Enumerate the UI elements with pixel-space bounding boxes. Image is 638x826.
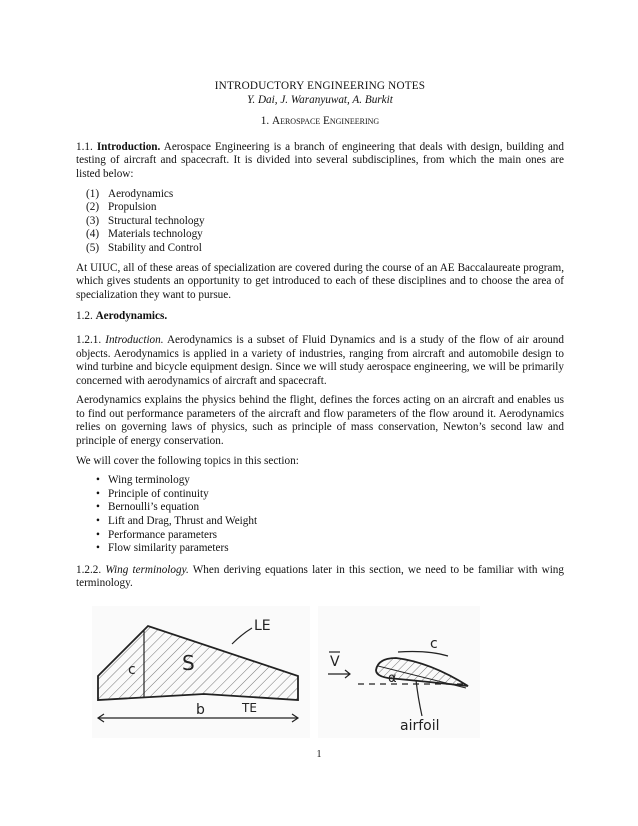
topic-text: Principle of continuity xyxy=(108,487,209,500)
list-item-number: (5) xyxy=(86,241,100,254)
topics-intro: We will cover the following topics in this section: xyxy=(76,454,299,467)
list-item xyxy=(86,228,564,242)
topic-text: Wing terminology xyxy=(108,474,190,487)
airfoil-pointer xyxy=(416,680,422,716)
list-item xyxy=(96,488,564,502)
aero-intro-paragraph xyxy=(76,334,564,388)
intro-number: 1.1. xyxy=(76,140,93,153)
span-label: b xyxy=(196,702,205,718)
list-item-text: Propulsion xyxy=(108,201,157,214)
bullet-icon: • xyxy=(96,515,100,528)
figures-row xyxy=(92,606,548,738)
list-item-number: (4) xyxy=(86,228,100,241)
wing-planform-figure xyxy=(92,606,310,738)
paper-authors: Y. Dai, J. Waranyuwat, A. Burkit xyxy=(247,93,393,106)
sub1-title: Introduction. xyxy=(105,333,164,346)
chord-label: c xyxy=(128,662,136,678)
intro-heading: Introduction. xyxy=(96,140,161,153)
aero-number: 1.2. xyxy=(76,310,93,323)
aerodynamics-heading xyxy=(76,310,564,324)
aero-heading: Aerodynamics. xyxy=(95,310,168,323)
intro-text: Aerospace Engineering is a branch of engineering that deals with design, building and testing of aircraft and spacecraft. It is divided into several subdisciplines, from which the main ones are listed below: xyxy=(76,140,564,180)
list-item-text: Structural technology xyxy=(108,214,205,227)
area-label: S xyxy=(182,651,195,675)
list-item-text: Aerodynamics xyxy=(108,187,174,200)
bullet-icon: • xyxy=(96,487,100,500)
list-item xyxy=(96,529,564,543)
paper-title: INTRODUCTORY ENGINEERING NOTES xyxy=(214,80,426,92)
sub2-number: 1.2.2. xyxy=(76,563,102,576)
bullet-icon: • xyxy=(96,474,100,487)
le-pointer xyxy=(232,628,252,644)
wing-terminology-paragraph xyxy=(76,564,564,591)
list-item xyxy=(86,215,564,229)
list-item xyxy=(86,201,564,215)
uiuc-paragraph: At UIUC, all of these areas of specialization are covered during the course of an AE Baccalaureate program, which gives students an opportunity to get introduced to each of these disciplines and to choose the area of specialization they want to pursue. xyxy=(76,261,564,301)
sub2-title: Wing terminology. xyxy=(105,563,189,576)
airfoil-figure xyxy=(318,606,480,738)
angle-of-attack-label: α xyxy=(388,671,397,686)
list-item xyxy=(96,542,564,556)
bullet-icon: • xyxy=(96,528,100,541)
section-heading xyxy=(76,115,564,129)
intro-paragraph xyxy=(76,141,564,182)
list-item xyxy=(96,515,564,529)
section-title: Aerospace Engineering xyxy=(271,115,380,128)
paper-page xyxy=(76,80,564,597)
list-item xyxy=(96,501,564,515)
airfoil-label: airfoil xyxy=(400,718,440,734)
topic-text: Lift and Drag, Thrust and Weight xyxy=(108,515,258,528)
sub1-text: Aerodynamics is a subset of Fluid Dynamics and is a study of the flow of air around objects. Aerodynamics is applied in a variety of industries, ranging from aircraft and automobile design to wind turbine and bicycle equipment design. Since we will study aerospace engineering, we will be primarily concerned with aerodynamics of aircraft and spacecraft. xyxy=(76,333,564,387)
list-item-number: (1) xyxy=(86,187,100,200)
chord-label: c xyxy=(430,636,438,652)
list-item-number: (2) xyxy=(86,201,100,214)
topic-text: Performance parameters xyxy=(108,528,218,541)
chord-arrow xyxy=(398,652,448,657)
subdiscipline-list xyxy=(76,188,564,256)
velocity-label: V xyxy=(330,654,340,670)
te-label: TE xyxy=(242,701,257,715)
bullet-icon: • xyxy=(96,501,100,514)
section-number: 1. xyxy=(260,115,270,128)
page-number: 1 xyxy=(316,749,322,760)
sub2-text: When deriving equations later in this section, we need to be familiar with wing terminology. xyxy=(76,563,564,590)
list-item-text: Materials technology xyxy=(108,228,203,241)
list-item-number: (3) xyxy=(86,214,100,227)
aero-physics-paragraph: Aerodynamics explains the physics behind the flight, defines the forces acting on an aircraft and enables us to find out performance parameters of the aircraft and flow parameters of the flow around it. Aerodynamics relies on governing laws of physics, such as principle of mass conservation, Newton’s second law and principle of energy conservation. xyxy=(76,394,564,448)
list-item-text: Stability and Control xyxy=(108,241,202,254)
list-item xyxy=(96,474,564,488)
le-label: LE xyxy=(254,618,271,634)
list-item xyxy=(86,188,564,202)
bullet-icon: • xyxy=(96,542,100,555)
list-item xyxy=(86,242,564,256)
topics-list xyxy=(76,474,564,556)
topic-text: Bernoulli’s equation xyxy=(108,501,200,514)
topic-text: Flow similarity parameters xyxy=(108,542,229,555)
sub1-number: 1.2.1. xyxy=(76,333,102,346)
